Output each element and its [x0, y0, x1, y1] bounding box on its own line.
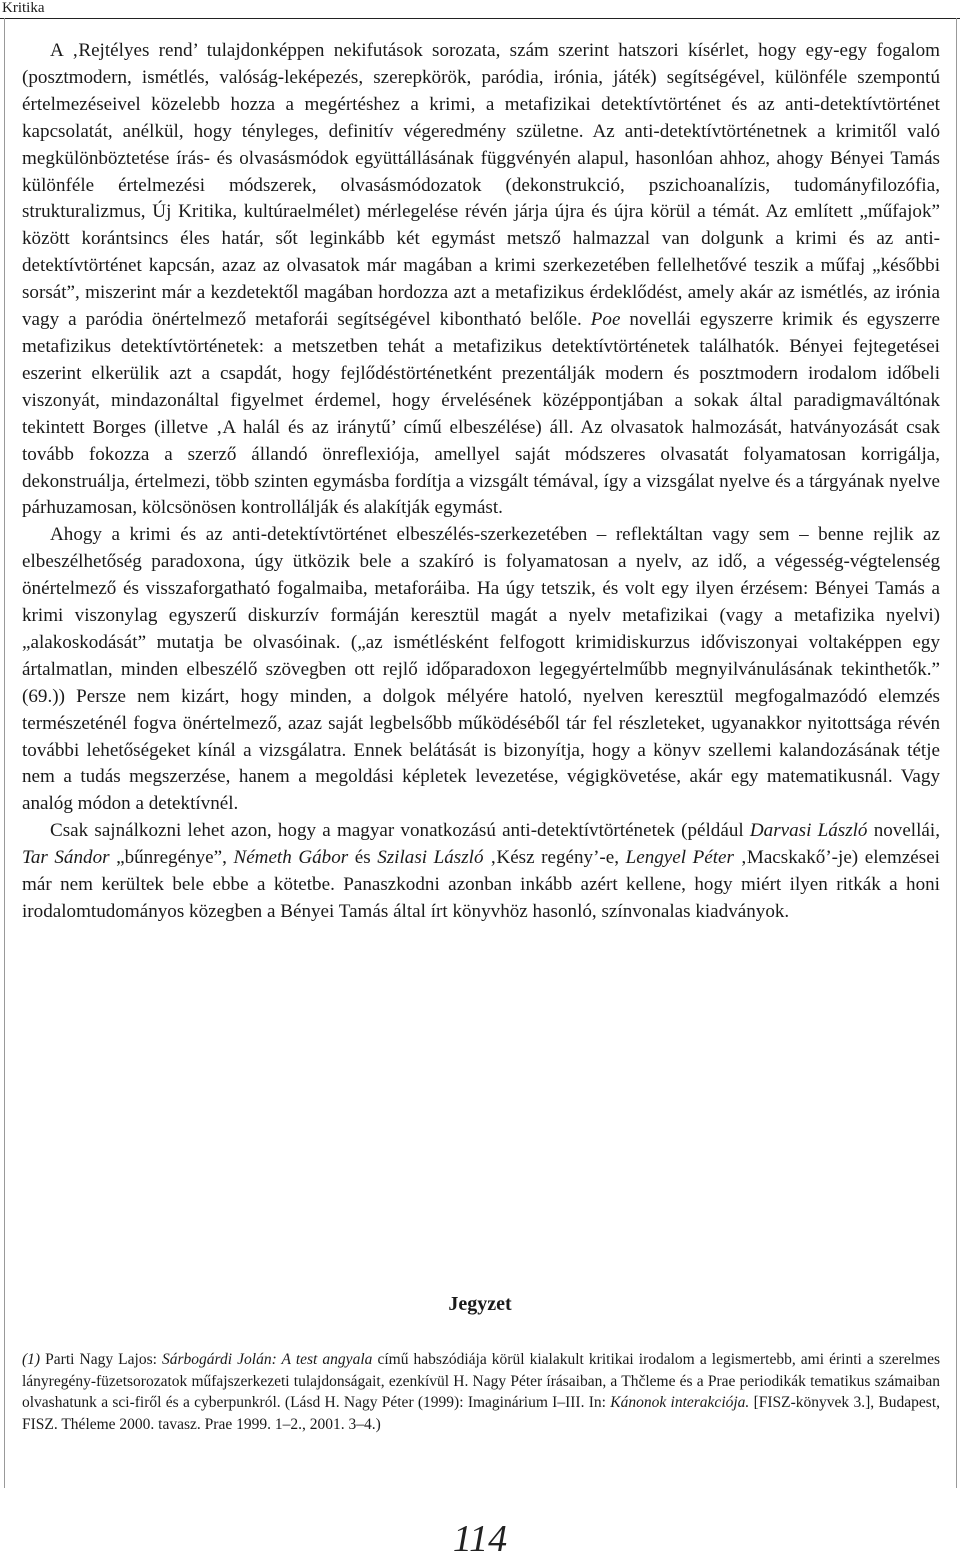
footnote-marker: (1)	[22, 1351, 41, 1368]
paragraph-3-text-f: ‚Macskakő’-je) elemzései már nem kerültek bele ebbe a kötetbe. Panaszkodni azonban inkább azért kellene, hogy miért ilyen ritkák a honi irodalomtudományos közegben a Bényei Tamás által írt könyvhöz hasonló, színvonalas kiadványok.	[22, 847, 940, 922]
paragraph-2: Ahogy a krimi és az anti-detektívtörténet elbeszélés-szerkezetében – reflektáltan vagy sem – benne rejlik az elbeszélhetőség paradoxona, úgy ütközik bele a szakíró is folyamatosan a nyelv, az idő, a végesség-végtelenség önértelmező és visszaforgatható fogalmaiba, metaforáiba. Ha úgy tetszik, és volt egy ilyen érzésem: Bényei Tamás a krimi viszonylag egyszerű diskurzív formáján keresztül magát a nyelv metafizikai (vagy a metafizika nyelvi) „alakoskodását” mutatja be olvasóinak. („az ismétlésként felfogott krimidiskurzus időviszonyai voltaképpen egy ártalmatlan, minden elbeszélő szövegben ott rejlő időparadoxon legegyértelműbb megnyilvánulásának tekinthetők.” (69.)) Persze nem kizárt, hogy minden, a dolgok mélyére hatoló, nyelven keresztül megfogalmazódó elemzés természeténél fogva önértelmező, azaz saját legbelsőbb működéséből tár fel részleteket, ugyanakkor nyitottsága révén további lehetőségeket kínál a vizsgálatra. Ennek belátását is bizonyítja, hogy a könyv szellemi kalandozásának tétje nem a tudás megszerzése, hanem a megoldási képletek levezetése, végigkövetése, akár egy matematikusnál. Vagy analóg módon a detektívnél.	[22, 524, 940, 815]
paragraph-1-text-b: novellái egyszerre krimik és egyszerre metafizikus detektívtörténetek: a metszetben tehát a metafizikus detektívtörténetek találhatók. Bényei fejtegetései eszerint elkerülik azt a csapdát, hogy fejlődéstörténetként prezentálják modern és posztmodern irodalom időbeli viszonyát, mindazonáltal figyelmet érdemel, hogy érvelésének középpontjában a sokak által paradigmaváltónak tekintett Borges (illetve ‚A halál és az iránytű’ című elbeszélése) áll. Az olvasatok halmozását, hatványozását csak tovább fokozza a szerző állandó önreflexiója, amellyel saját módszeres olvasatát folyamatosan korrigálja, dekonstruálja, értelmezi, több szinten egymásba fordítja a vizsgált témával, így a vizsgálat nyelve és a tárgyának nyelve párhuzamosan, kölcsönösen kontrollálják és alakítják egymást.	[22, 309, 940, 519]
paragraph-3-text-e: ‚Kész regény’-e,	[483, 847, 626, 869]
author-name-nemeth: Németh Gábor	[233, 847, 349, 869]
left-margin-rule	[4, 18, 5, 1488]
footnote-text-b: című habszódiája körül kialakult kritikai irodalom a legismertebb, ami érinti a szerelmes lányregény-füzetsorozatok műfajszerkezeti tulajdonságait, ezenkívül H. Nagy Péter írásaiban, a Thčleme és a Prae periodikák tematikus számaiban olvashatunk a sci-firől és a cyberpunkról. (Lásd H. Nagy Péter (1999): Imaginárium I–III. In:	[22, 1351, 940, 1412]
paragraph-3-text-b: novellái,	[867, 820, 940, 842]
paragraph-3	[22, 818, 940, 926]
header-rule	[0, 18, 960, 19]
article-body	[22, 38, 940, 926]
footnote-text-a: Parti Nagy Lajos:	[40, 1351, 163, 1368]
footnote-text-c: [FISZ-könyvek 3.], Budapest, FISZ. Théleme 2000. tavasz. Prae 1999. 1–2., 2001. 3–4.)	[22, 1394, 940, 1433]
author-name-tar: Tar Sándor	[22, 847, 110, 869]
footnote-title-kanonok: Kánonok interakciója.	[610, 1394, 750, 1412]
paragraph-1	[22, 38, 940, 522]
paragraph-3-text-d: és	[348, 847, 378, 869]
author-name-poe: Poe	[590, 309, 621, 331]
author-name-lengyel: Lengyel Péter	[625, 847, 734, 869]
author-name-szilasi: Szilasi László	[377, 847, 484, 869]
footnote-title-sarbogardi: Sárbogárdi Jolán: A test angyala	[162, 1351, 373, 1368]
notes-heading: Jegyzet	[448, 1293, 512, 1315]
right-margin-rule	[956, 18, 957, 1488]
paragraph-3-text-c: „bűnregénye”,	[109, 847, 234, 869]
footnote-1	[22, 1349, 940, 1435]
section-label: Kritika	[2, 0, 45, 16]
author-name-darvasi: Darvasi László	[749, 820, 868, 842]
paragraph-1-text-a: A ‚Rejtélyes rend’ tulajdonképpen nekifutások sorozata, szám szerint hatszori kísérlet, hogy egy-egy fogalom (posztmodern, ismétlés, valóság-leképezés, szerepkörök, paródia, irónia, játék) segítségével, különféle szempontú értelmezéseivel közelebb hozza a megértéshez a krimi, a metafizikai detektívtörténet és az anti-detektívtörténet kapcsolatát, anélkül, hogy tényleges, definitív végeredmény születne. Az anti-detektívtörténetnek a krimitől való megkülönböztetése írás- és olvasásmódok együttállásának függvényén alapul, hasonlóan ahhoz, ahogy Bényei Tamás különféle értelmezési módszerek, olvasásmódozatok (dekonstrukció, pszichoanalízis, tudományfilozófia, strukturalizmus, Új Kritika, kultúraelmélet) mérlegelése révén járja újra és újra körül a témát. Az említett „műfajok” között korántsincs éles határ, sőt leginkább két egymást metsző halmazzal van dolgunk a krimi és az anti-detektívtörténet kapcsán, azaz az olvasatok már magában a krimi szerkezetében fellelhetővé teszik a műfaj „későbbi sorsát”, miszerint már a kezdetektől magában hordozza azt a metafizikus érdeklődést, amely akár az ismétlés, az irónia vagy a paródia önértelmező metaforái segítségével kibontható belőle.	[22, 40, 940, 331]
page-number: 114	[452, 1518, 508, 1560]
paragraph-3-text-a: Csak sajnálkozni lehet azon, hogy a magyar vonatkozású anti-detektívtörténetek (például	[50, 820, 750, 842]
